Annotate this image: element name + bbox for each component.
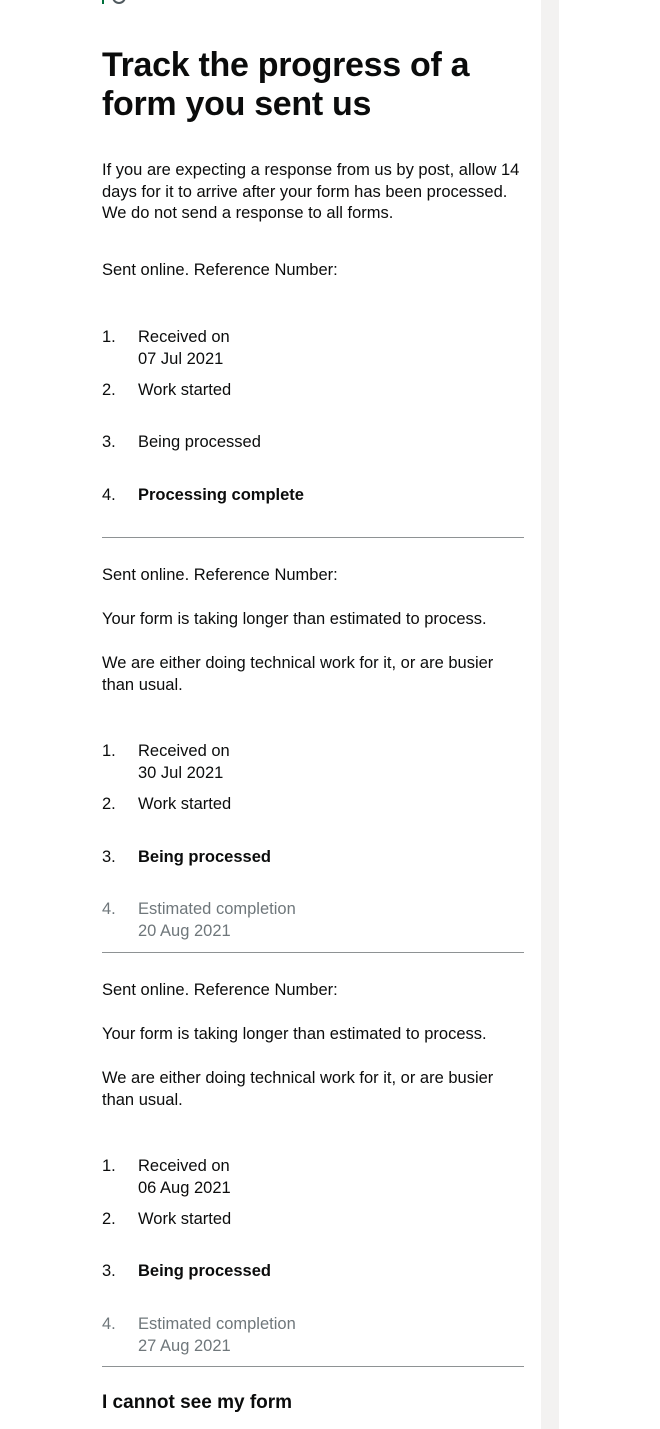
step-label: Received on	[138, 328, 230, 346]
step-date: 30 Jul 2021	[138, 764, 224, 782]
step-label: Received on	[138, 742, 230, 760]
step-number: 3.	[102, 1262, 116, 1280]
form-sent-label: Sent online. Reference Number:	[102, 261, 338, 279]
step-number: 2.	[102, 795, 116, 813]
section-divider	[102, 537, 524, 538]
page-title: Track the progress of a form you sent us	[102, 46, 470, 123]
step-number: 1.	[102, 328, 116, 346]
step-label: Work started	[138, 381, 232, 399]
help-heading: I cannot see my form	[102, 1392, 293, 1413]
step-label: Being processed	[138, 433, 261, 451]
step-date: 06 Aug 2021	[138, 1179, 231, 1197]
step-number: 2.	[102, 381, 116, 399]
step-number: 3.	[102, 848, 116, 866]
step-label-current: Being processed	[138, 1262, 271, 1280]
section-divider	[102, 952, 524, 953]
delay-message: Your form is taking longer than estimated to process.	[102, 610, 487, 628]
circle-logo-icon	[112, 0, 126, 4]
step-label: Work started	[138, 1210, 232, 1228]
intro-paragraph: If you are expecting a response from us by post, allow 14 days for it to arrive after your form has been processed. We do not send a response to all forms.	[102, 161, 520, 222]
crown-bar-icon	[102, 0, 104, 4]
step-date: 07 Jul 2021	[138, 350, 224, 368]
step-number: 3.	[102, 433, 116, 451]
step-date: 20 Aug 2021	[138, 922, 231, 940]
step-label: Estimated completion	[138, 900, 296, 918]
step-label: Work started	[138, 795, 232, 813]
step-date: 27 Aug 2021	[138, 1337, 231, 1355]
step-number: 1.	[102, 742, 116, 760]
delay-detail: We are either doing technical work for it, or are busier than usual.	[102, 1069, 494, 1109]
delay-detail: We are either doing technical work for it, or are busier than usual.	[102, 654, 494, 694]
step-number: 1.	[102, 1157, 116, 1175]
section-divider	[102, 1366, 524, 1367]
step-label-current: Being processed	[138, 848, 271, 866]
step-label: Received on	[138, 1157, 230, 1175]
step-label-current: Processing complete	[138, 486, 304, 504]
page-scrollbar-track[interactable]	[541, 0, 559, 1429]
header-remnant	[102, 0, 142, 6]
form-sent-label: Sent online. Reference Number:	[102, 981, 338, 999]
step-number: 2.	[102, 1210, 116, 1228]
step-number: 4.	[102, 1315, 116, 1333]
step-label: Estimated completion	[138, 1315, 296, 1333]
delay-message: Your form is taking longer than estimated to process.	[102, 1025, 487, 1043]
step-number: 4.	[102, 486, 116, 504]
step-number: 4.	[102, 900, 116, 918]
form-sent-label: Sent online. Reference Number:	[102, 566, 338, 584]
